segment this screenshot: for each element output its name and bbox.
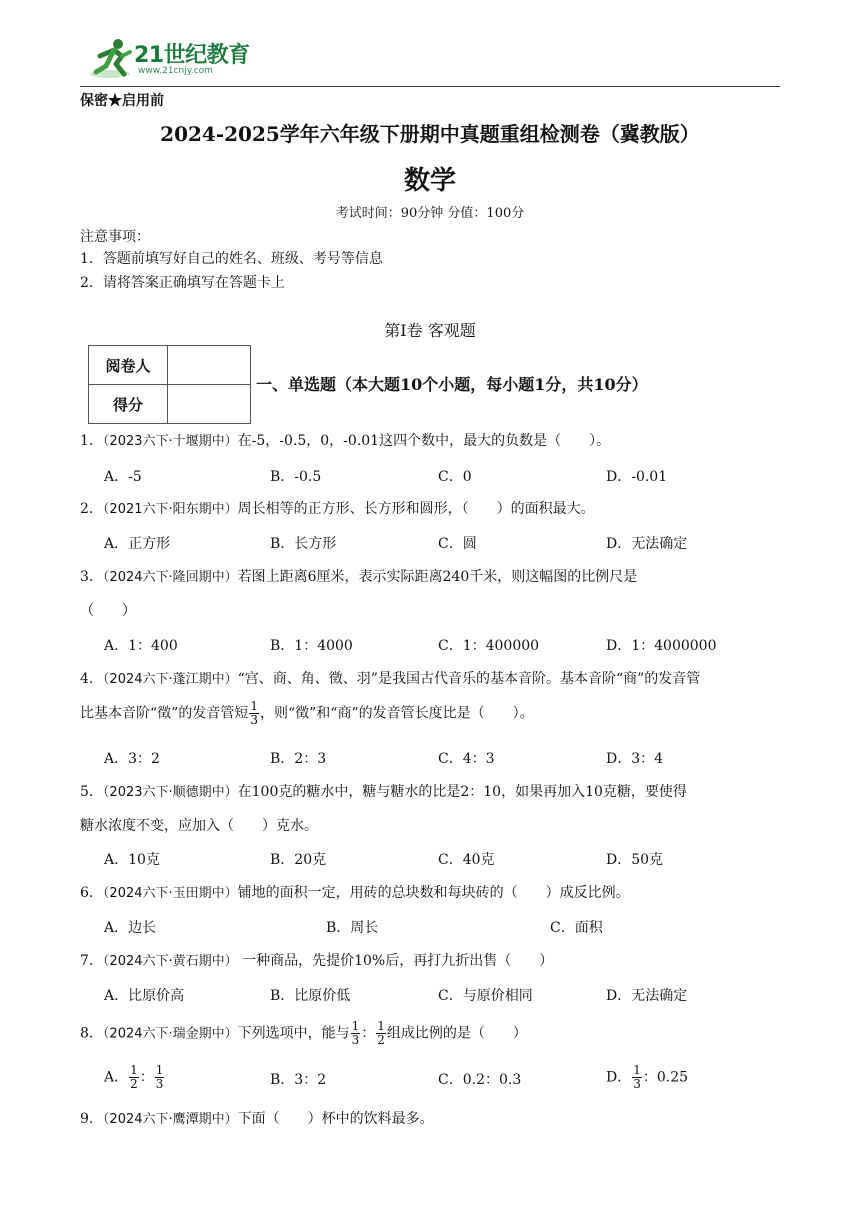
question-1: 1．（2023六下·十堰期中）在-5，-0.5，0，-0.01这四个数中，最大的负数是（ ）。 <box>80 433 611 449</box>
option-c[interactable]: C．面积 <box>550 920 603 936</box>
option-c[interactable]: C．与原价相同 <box>438 988 533 1004</box>
question-5: 5．（2023六下·顺德期中）在100克的糖水中，糖与糖水的比是2：10，如果再加入10克糖，要使得 <box>80 784 687 800</box>
question-5-line2: 糖水浓度不变，应加入（ ）克水。 <box>80 818 318 834</box>
score-table <box>88 345 251 424</box>
option-a[interactable]: A． $\frac{1}{2}$ ： $\frac{1}{3}$ <box>104 1063 164 1091</box>
fraction: $\frac{1}{3}$ <box>155 1063 164 1091</box>
question-4-line2: 比基本音阶“徵”的发音管短 $\frac{1}{3}$ ，则“徵”和“商”的发音管长度比是（ ）。 <box>80 699 534 727</box>
option-a[interactable]: A．10克 <box>104 852 160 868</box>
runner-logo-icon <box>88 36 134 80</box>
question-6: 6．（2024六下·玉田期中）铺地的面积一定，用砖的总块数和每块砖的（ ）成反比例。 <box>80 885 630 901</box>
notice-heading: 注意事项： <box>80 229 150 245</box>
question-9: 9．（2024六下·鹰潭期中）下面（ ）杯中的饮料最多。 <box>80 1111 434 1127</box>
option-b[interactable]: B．比原价低 <box>270 988 351 1004</box>
logo-text: 21世纪教育 <box>134 43 250 68</box>
option-b[interactable]: B．长方形 <box>270 536 337 552</box>
option-a[interactable]: A．-5 <box>104 469 142 485</box>
subject-title: 数学 <box>403 166 456 196</box>
option-d[interactable]: D． $\frac{1}{3}$ ：0.25 <box>606 1063 689 1091</box>
volume-title: 第Ⅰ卷 客观题 <box>384 321 476 340</box>
option-a[interactable]: A．3：2 <box>104 751 160 767</box>
notice-item: 2．请将答案正确填写在答题卡上 <box>80 275 285 291</box>
reviewer-label: 阅卷人 <box>89 346 168 385</box>
exam-info: 考试时间：90分钟 分值：100分 <box>335 206 525 221</box>
part-title: 一、单选题（本大题10个小题，每小题1分，共10分） <box>256 375 648 394</box>
option-b[interactable]: B．1：4000 <box>270 638 353 654</box>
option-c[interactable]: C．40克 <box>438 852 495 868</box>
option-d[interactable]: D．1：4000000 <box>606 638 717 654</box>
secret-label: 保密★启用前 <box>80 93 164 109</box>
score-field[interactable] <box>168 385 251 424</box>
question-2: 2．（2021六下·阳东期中）周长相等的正方形、长方形和圆形，（ ）的面积最大。 <box>80 501 595 517</box>
header-divider <box>80 86 780 87</box>
option-a[interactable]: A．1：400 <box>104 638 178 654</box>
logo-url: www.21cnjy.com <box>138 66 213 76</box>
option-b[interactable]: B．2：3 <box>270 751 327 767</box>
option-b[interactable]: B．周长 <box>326 920 379 936</box>
fraction: $\frac{1}{2}$ <box>130 1063 138 1091</box>
option-d[interactable]: D．50克 <box>606 852 664 868</box>
option-a[interactable]: A．比原价高 <box>104 988 185 1004</box>
option-d[interactable]: D．无法确定 <box>606 536 688 552</box>
option-d[interactable]: D．3：4 <box>606 751 664 767</box>
reviewer-field[interactable] <box>168 346 251 385</box>
notice-item: 1．答题前填写好自己的姓名、班级、考号等信息 <box>80 251 383 267</box>
option-d[interactable]: D．无法确定 <box>606 988 688 1004</box>
option-a[interactable]: A．正方形 <box>104 536 171 552</box>
fraction: $\frac{1}{3}$ <box>250 699 258 727</box>
fraction: $\frac{1}{2}$ <box>377 1019 385 1047</box>
question-4: 4．（2024六下·蓬江期中）“宫、商、角、徵、羽”是我国古代音乐的基本音阶。基本音阶“商”的发音管 <box>80 671 701 687</box>
option-a[interactable]: A．边长 <box>104 920 157 936</box>
option-b[interactable]: B．20克 <box>270 852 327 868</box>
fraction: $\frac{1}{3}$ <box>633 1063 641 1091</box>
option-b[interactable]: B．3：2 <box>270 1072 327 1088</box>
page-title: 2024-2025学年六年级下册期中真题重组检测卷（冀教版） <box>160 122 700 146</box>
question-3-line2: （ ） <box>80 603 136 619</box>
option-c[interactable]: C．0 <box>438 469 472 485</box>
option-c[interactable]: C．圆 <box>438 536 477 552</box>
header-logo <box>88 36 268 82</box>
option-c[interactable]: C．0.2：0.3 <box>438 1072 522 1088</box>
score-label: 得分 <box>89 385 168 424</box>
question-7: 7．（2024六下·黄石期中） 一种商品，先提价10%后，再打九折出售（ ） <box>80 953 554 969</box>
option-c[interactable]: C．4：3 <box>438 751 495 767</box>
question-8: 8．（2024六下·瑞金期中）下列选项中，能与 $\frac{1}{3}$ ： $\frac{1}{2}$ 组成比例的是（ ） <box>80 1019 527 1047</box>
fraction: $\frac{1}{3}$ <box>351 1019 360 1047</box>
option-c[interactable]: C．1：400000 <box>438 638 540 654</box>
question-3: 3．（2024六下·隆回期中）若图上距离6厘米，表示实际距离240千米，则这幅图的比例尺是 <box>80 569 638 585</box>
option-d[interactable]: D．-0.01 <box>606 469 668 485</box>
option-b[interactable]: B．-0.5 <box>270 469 322 485</box>
